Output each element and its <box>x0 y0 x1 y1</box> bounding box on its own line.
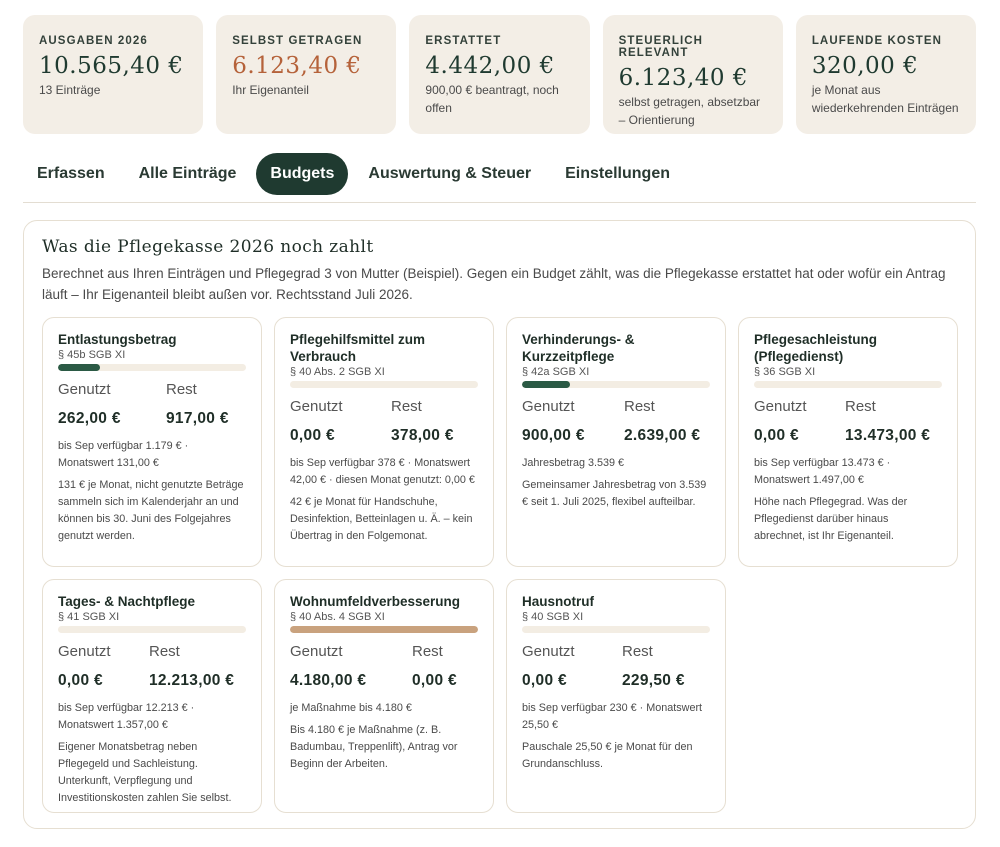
budgets-panel <box>23 220 976 829</box>
budget-title: Pflegehilfsmittel zum Verbrauch <box>290 332 426 364</box>
budget-amounts <box>522 643 710 690</box>
tab-auswertung-steuer[interactable]: Auswertung & Steuer <box>368 165 532 182</box>
rest-value: 0,00 € <box>412 672 457 689</box>
budget-law: § 42a SGB XI <box>522 366 590 378</box>
rest-column <box>149 643 234 690</box>
budget-title: Verhinderungs- & Kurzzeitpflege <box>522 332 635 364</box>
rest-value: 229,50 € <box>622 672 685 689</box>
rest-label: Rest <box>412 643 443 660</box>
budget-progress-fill <box>58 364 100 371</box>
used-column <box>522 643 622 690</box>
rest-column <box>622 643 685 690</box>
budget-card-entlastungsbetrag <box>42 317 262 567</box>
panel-description: Berechnet aus Ihren Einträgen und Pflegegrad 3 von Mutter (Beispiel). Gegen ein Budget zählt, was die Pflegekasse erstattet hat oder wofür ein Antrag läuft – Ihr Eigenanteil bleibt außen vor. Rechtsstand Juli 2026. <box>42 266 946 302</box>
tab-einstellungen[interactable]: Einstellungen <box>565 165 670 182</box>
budget-progress-fill <box>290 626 478 633</box>
budget-card-hausnotruf <box>506 579 726 813</box>
budget-card-pflegehilfsmittel <box>274 317 494 567</box>
stat-sub: 900,00 € beantragt, noch offen <box>425 83 559 115</box>
stat-card-recurring <box>796 15 976 134</box>
stat-card-expenses <box>23 15 203 134</box>
budget-text: Gemeinsamer Jahresbetrag von 3.539 € seit 1. Juli 2025, flexibel aufteilbar. <box>522 479 707 508</box>
stat-sub: je Monat aus wiederkehrenden Einträgen <box>811 83 959 115</box>
budget-note: bis Sep verfügbar 378 € · Monatswert 42,00 € · diesen Monat genutzt: 0,00 € <box>290 457 475 486</box>
used-label: Genutzt <box>290 398 343 415</box>
rest-value: 13.473,00 € <box>845 427 931 444</box>
budget-progress-bar <box>522 626 710 633</box>
budget-title: Pflegesachleistung (Pflegedienst) <box>754 332 878 364</box>
used-column <box>58 381 166 428</box>
stat-label: SELBST GETRAGEN <box>232 35 363 47</box>
budget-progress-bar <box>522 381 710 388</box>
used-value: 4.180,00 € <box>290 672 367 689</box>
stat-label: STEUERLICH RELEVANT <box>618 35 704 59</box>
budget-law: § 40 Abs. 4 SGB XI <box>290 611 385 623</box>
budget-text: Bis 4.180 € je Maßnahme (z. B. Badumbau, Treppenlift), Antrag vor Beginn der Arbeiten. <box>290 724 458 770</box>
budget-text: 131 € je Monat, nicht genutzte Beträge sammeln sich im Kalenderjahr an und können bis 30. Juni des Folgejahres genutzt werden. <box>58 479 244 542</box>
used-column <box>58 643 149 690</box>
rest-value: 917,00 € <box>166 410 229 427</box>
budget-title: Wohnumfeldverbesserung <box>290 594 461 609</box>
stat-value: 320,00 € <box>811 53 919 79</box>
rest-column <box>166 381 229 428</box>
budget-note: bis Sep verfügbar 230 € · Monatswert 25,50 € <box>522 702 703 731</box>
rest-column <box>391 398 454 445</box>
budget-amounts <box>290 398 478 445</box>
budget-card-tagespflege <box>42 579 262 813</box>
budget-amounts <box>522 398 710 445</box>
rest-column <box>412 643 457 690</box>
used-label: Genutzt <box>522 643 575 660</box>
budget-title: Entlastungsbetrag <box>58 332 177 347</box>
budget-title: Tages- & Nachtpflege <box>58 594 196 609</box>
rest-column <box>624 398 700 445</box>
stat-card-refunded <box>409 15 589 134</box>
stat-value: 10.565,40 € <box>39 53 184 79</box>
rest-label: Rest <box>622 643 653 660</box>
stat-card-self-paid <box>216 15 396 134</box>
used-label: Genutzt <box>58 381 111 398</box>
main-tabs <box>23 153 976 203</box>
used-value: 0,00 € <box>290 427 335 444</box>
budget-progress-bar <box>290 381 478 388</box>
used-column <box>522 398 624 445</box>
budget-law: § 40 SGB XI <box>522 611 584 623</box>
rest-value: 2.639,00 € <box>624 427 701 444</box>
budget-law: § 36 SGB XI <box>754 366 816 378</box>
stat-sub: Ihr Eigenanteil <box>232 83 309 97</box>
used-column <box>290 398 391 445</box>
budget-note: bis Sep verfügbar 12.213 € · Monatswert 1.357,00 € <box>58 702 195 731</box>
budget-amounts <box>58 381 246 428</box>
budget-card-wohnumfeld <box>274 579 494 813</box>
budget-law: § 41 SGB XI <box>58 611 120 623</box>
used-column <box>290 643 412 690</box>
used-label: Genutzt <box>58 643 111 660</box>
stat-label: AUSGABEN 2026 <box>39 35 148 47</box>
used-column <box>754 398 845 445</box>
used-value: 0,00 € <box>58 672 103 689</box>
tab-erfassen[interactable]: Erfassen <box>37 165 105 182</box>
rest-label: Rest <box>845 398 876 415</box>
stat-label: LAUFENDE KOSTEN <box>811 35 943 47</box>
used-label: Genutzt <box>522 398 575 415</box>
budget-amounts <box>290 643 478 690</box>
tab-alle-eintraege[interactable]: Alle Einträge <box>138 165 237 182</box>
budget-amounts <box>58 643 246 690</box>
stat-sub: 13 Einträge <box>39 83 101 97</box>
budget-note: bis Sep verfügbar 13.473 € · Monatswert 1.497,00 € <box>754 457 891 486</box>
used-value: 900,00 € <box>522 427 585 444</box>
summary-stats <box>23 15 976 134</box>
budget-note: Jahresbetrag 3.539 € <box>522 457 625 469</box>
used-value: 0,00 € <box>522 672 567 689</box>
rest-label: Rest <box>149 643 180 660</box>
budget-law: § 40 Abs. 2 SGB XI <box>290 366 385 378</box>
budget-progress-bar <box>58 626 246 633</box>
rest-value: 12.213,00 € <box>149 672 235 689</box>
tab-budgets[interactable]: Budgets <box>256 153 348 195</box>
stat-sub: selbst getragen, absetzbar – Orientierung <box>618 95 761 127</box>
budget-title: Hausnotruf <box>522 594 594 609</box>
rest-value: 378,00 € <box>391 427 454 444</box>
rest-label: Rest <box>624 398 655 415</box>
budget-progress-bar <box>754 381 942 388</box>
budget-progress-bar <box>58 364 246 371</box>
stat-value: 4.442,00 € <box>425 53 555 79</box>
rest-label: Rest <box>391 398 422 415</box>
used-value: 0,00 € <box>754 427 799 444</box>
budget-text: Pauschale 25,50 € je Monat für den Grundanschluss. <box>522 741 693 770</box>
stat-card-tax-relevant <box>603 15 783 134</box>
stat-value: 6.123,40 € <box>618 65 748 91</box>
budget-text: Höhe nach Pflegegrad. Was der Pflegedienst darüber hinaus abrechnet, ist Ihr Eigenanteil. <box>754 496 908 542</box>
rest-column <box>845 398 930 445</box>
budget-progress-fill <box>522 381 570 388</box>
budget-card-verhinderungspflege <box>506 317 726 567</box>
budget-text: 42 € je Monat für Handschuhe, Desinfektion, Betteinlagen u. Ä. – kein Übertrag in den Folgemonat. <box>290 496 473 542</box>
budget-progress-bar <box>290 626 478 633</box>
budget-note: je Maßnahme bis 4.180 € <box>290 702 412 714</box>
stat-value: 6.123,40 € <box>232 53 362 79</box>
used-value: 262,00 € <box>58 410 121 427</box>
budget-note: bis Sep verfügbar 1.179 € · Monatswert 131,00 € <box>58 440 189 469</box>
budget-text: Eigener Monatsbetrag neben Pflegegeld und Sachleistung. Unterkunft, Verpflegung und Investitionskosten zahlen Sie selbst. <box>58 741 232 804</box>
rest-label: Rest <box>166 381 197 398</box>
budget-card-pflegesachleistung <box>738 317 958 567</box>
used-label: Genutzt <box>290 643 343 660</box>
budget-law: § 45b SGB XI <box>58 349 126 361</box>
budget-amounts <box>754 398 942 445</box>
used-label: Genutzt <box>754 398 807 415</box>
panel-title: Was die Pflegekasse 2026 noch zahlt <box>42 237 374 257</box>
stat-label: ERSTATTET <box>425 35 502 47</box>
